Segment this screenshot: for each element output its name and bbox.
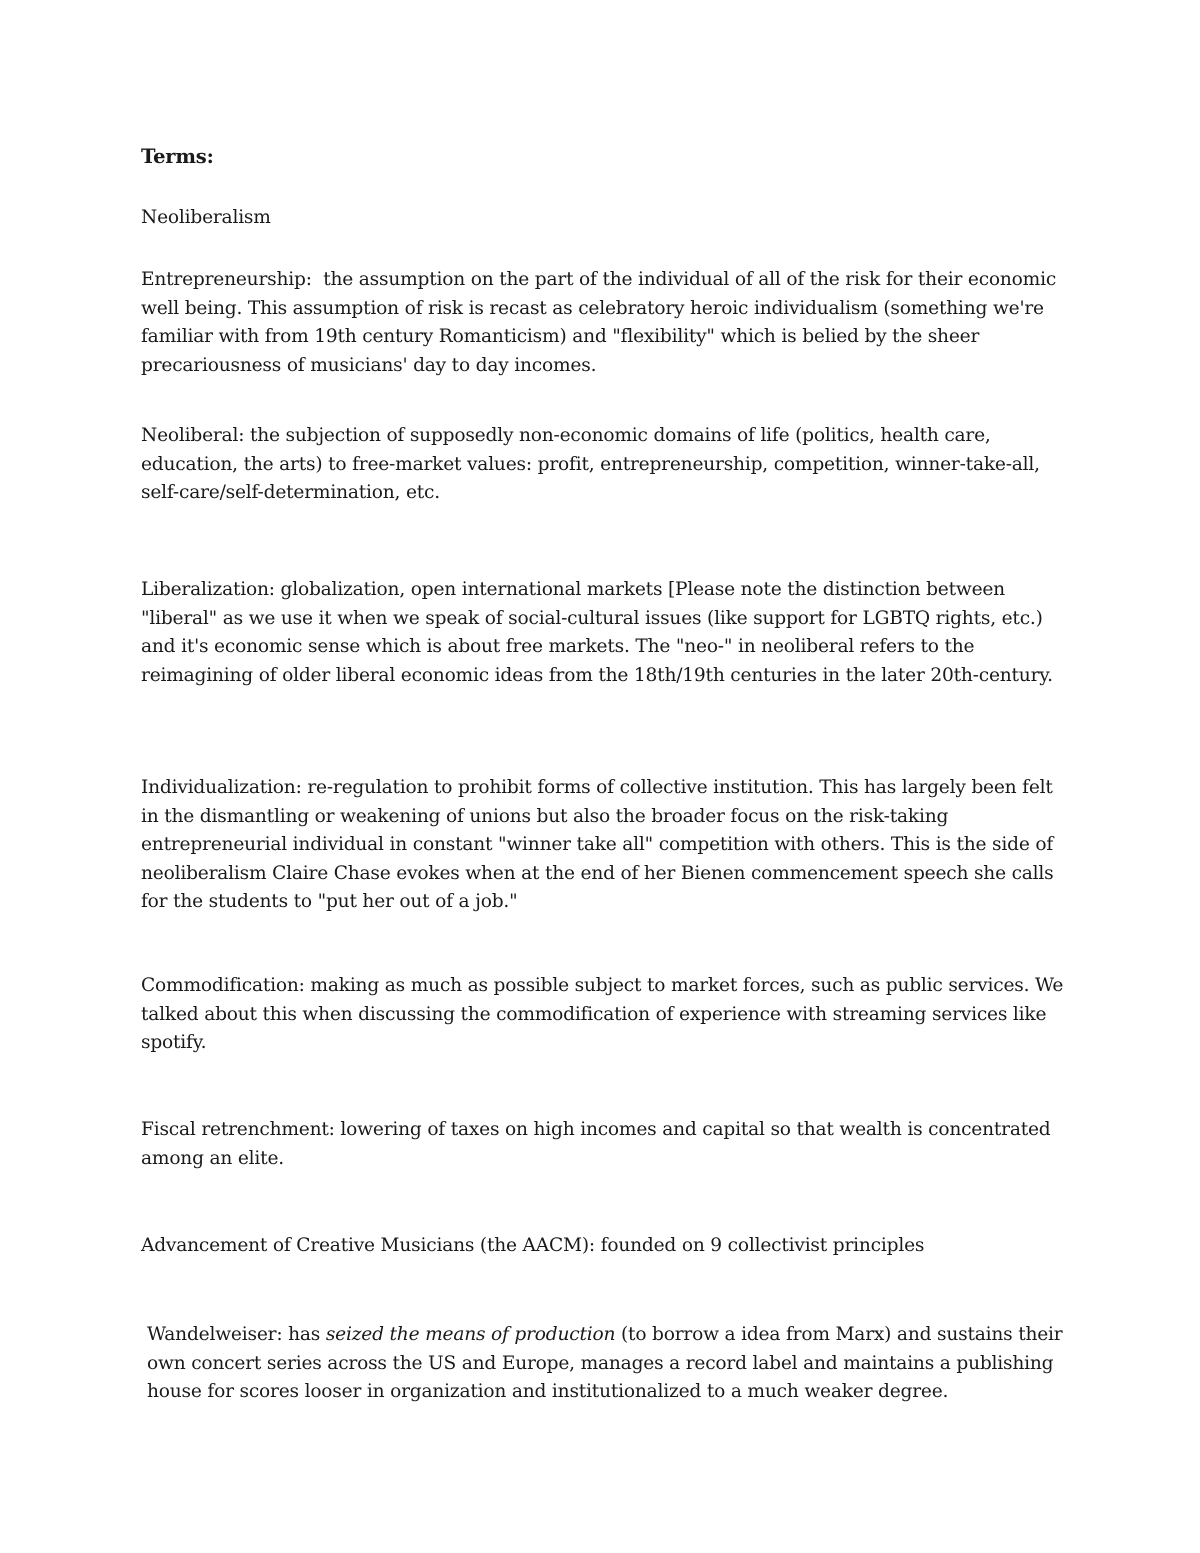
entry-term: Commodification — [141, 975, 299, 996]
entry-definition: : re-regulation to prohibit forms of collective institution. This has largely been felt in the dismantling or weakening of unions but also the broader focus on the risk-taking entrepreneurial individual in constant "winner take all" competition with others. This is the side of neoliberalism Claire Chase evokes when at the end of her Bienen commencement speech she calls for the students to "put her out of a job." — [141, 777, 1054, 912]
entry-neoliberal — [141, 422, 1066, 508]
entry-definition: : the subjection of supposedly non-economic domains of life (politics, health care, education, the arts) to free-market values: profit, entrepreneurship, competition, winner-take-all, self-care/self-determination, etc. — [141, 425, 1040, 503]
page-heading: Terms: — [141, 145, 214, 168]
entry-term: Wandelweiser — [147, 1324, 277, 1345]
entry-separator: : — [305, 269, 312, 290]
entry-term: Entrepreneurship — [141, 269, 306, 290]
entry-term: Individualization — [141, 777, 296, 798]
entry-wandelweiser — [141, 1321, 1072, 1407]
entry-term: Liberalization — [141, 579, 269, 600]
entry-liberalization — [141, 576, 1066, 690]
entry-aacm — [141, 1232, 1066, 1261]
entry-text-before: : has — [276, 1324, 326, 1345]
entry-definition: : globalization, open international markets [Please note the distinction between "liberal" as we use it when we speak of social-cultural issues (like support for LGBTQ rights, etc.) and it's economic sense which is about free markets. The "neo-" in neoliberal refers to the reimagining of older liberal economic ideas from the 18th/19th centuries in the later 20th-century. — [141, 579, 1053, 686]
entry-individualization — [141, 774, 1066, 917]
entry-italic-phrase: seized the means of production — [325, 1324, 616, 1345]
entry-entrepreneurship — [141, 266, 1066, 380]
entry-definition: : founded on 9 collectivist principles — [588, 1235, 925, 1256]
entry-term: Fiscal retrenchment — [141, 1119, 329, 1140]
entry-term: Advancement of Creative Musicians (the AACM) — [141, 1235, 589, 1256]
entry-definition: : making as much as possible subject to market forces, such as public services. We talked about this when discussing the commodification of experience with streaming services like spotify. — [141, 975, 1064, 1053]
entry-text-after: (to borrow a idea from Marx) and sustains their own concert series across the US and Europe, manages a record label and maintains a publishing house for scores looser in organization and institutionalized to a much weaker degree. — [147, 1324, 1069, 1402]
entry-definition: : lowering of taxes on high incomes and capital so that wealth is concentrated among an elite. — [141, 1119, 1051, 1169]
entry-term: Neoliberal — [141, 425, 239, 446]
entry-definition: the assumption on the part of the individual of all of the risk for their economic well being. This assumption of risk is recast as celebratory heroic individualism (something we're familiar with from 19th century Romanticism) and "flexibility" which is belied by the sheer precariousness of musicians' day to day incomes. — [141, 269, 1062, 376]
term-neoliberalism: Neoliberalism — [141, 207, 271, 228]
entry-fiscal-retrenchment — [141, 1116, 1066, 1173]
entry-commodification — [141, 972, 1066, 1058]
